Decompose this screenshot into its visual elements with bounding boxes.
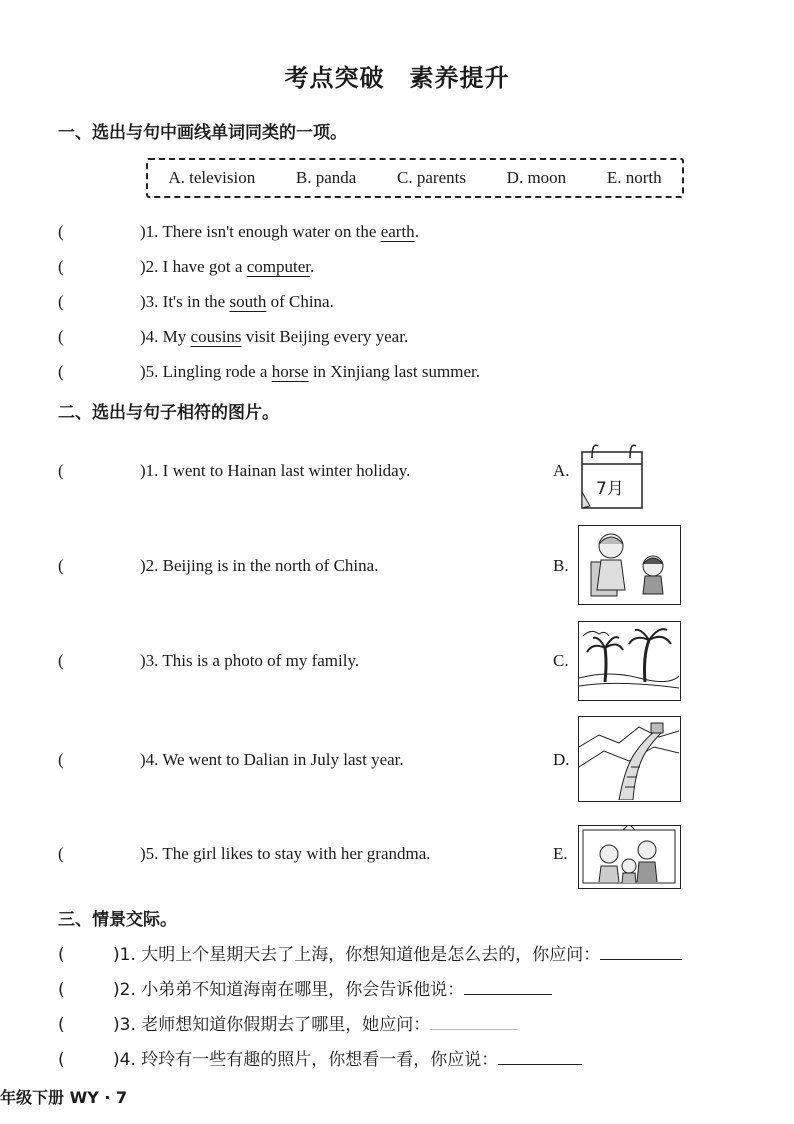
fill-in-line[interactable] [600,941,682,960]
option-b: B. panda [295,168,357,187]
question-text: )3. 老师想知道你假期去了哪里，她应问： [113,1015,431,1035]
picture-label-e: E. [553,844,568,863]
question-number: )4. [140,327,159,346]
question-number: )5. [140,362,159,381]
option-d: D. moon [506,168,567,187]
word-options-box [146,158,684,198]
underlined-word: south [229,292,267,311]
family-photo-picture [578,825,681,889]
answer-blank[interactable]: ( [58,556,64,575]
question-text: )2. Beijing is in the north of China. [140,556,379,575]
answer-blank[interactable]: ( [58,257,64,276]
picture-label-c: C. [553,651,569,670]
section-1-heading: 一、选出与句中画线单词同类的一项。 [58,123,347,143]
answer-blank[interactable]: ( [58,362,64,381]
question-text: )2. 小弟弟不知道海南在哪里，你会告诉他说： [113,980,465,1000]
fill-in-line[interactable] [498,1046,582,1065]
s2-question-4 [58,750,404,770]
calendar-month-text: 7月 [596,479,624,499]
question-text: in Xinjiang last summer. [308,362,480,381]
underlined-word: computer [246,257,310,276]
option-a: A. television [168,168,256,187]
question-text: )4. We went to Dalian in July last year. [140,750,404,769]
answer-blank[interactable]: ( [58,327,64,346]
s2-question-3 [58,651,359,671]
answer-blank[interactable]: ( [58,750,64,769]
underlined-word: horse [271,362,309,381]
picture-label-d: D. [553,750,570,769]
answer-blank[interactable]: ( [58,945,65,965]
page-title: 考点突破 素养提升 [284,64,510,92]
page-footer: 年级下册 WY · 7 [0,1088,128,1107]
beach-palms-picture [578,621,681,701]
answer-blank[interactable]: ( [58,222,64,241]
picture-label-a: A. [553,461,570,480]
s3-question-4 [58,1045,582,1070]
question-text: It's in the [158,292,230,311]
great-wall-picture [578,716,681,802]
underlined-word: cousins [190,327,242,346]
grandma-girl-picture [578,525,681,605]
underlined-word: earth [380,222,415,241]
question-text: There isn't enough water on the [158,222,381,241]
s1-question-1 [58,222,419,242]
question-text: )1. I went to Hainan last winter holiday. [140,461,411,480]
answer-blank[interactable]: ( [58,651,64,670]
fill-in-line[interactable] [430,1011,518,1030]
picture-label-b: B. [553,556,569,575]
answer-blank[interactable]: ( [58,292,64,311]
question-text: visit Beijing every year. [241,327,409,346]
answer-blank[interactable]: ( [58,980,65,1000]
s1-question-2 [58,257,314,277]
calendar-picture [580,440,644,510]
question-text: My [158,327,191,346]
question-text: I have got a [158,257,247,276]
s3-question-1 [58,940,682,965]
question-text: . [309,257,315,276]
s2-question-5 [58,844,431,864]
s1-question-4 [58,327,408,347]
option-c: C. parents [397,168,466,187]
question-text: )4. 玲玲有一些有趣的照片，你想看一看，你应说： [113,1050,499,1070]
question-number: )3. [140,292,159,311]
s1-question-3 [58,292,334,312]
answer-blank[interactable]: ( [58,844,64,863]
fill-in-line[interactable] [464,976,552,995]
question-text: )1. 大明上个星期天去了上海，你想知道他是怎么去的，你应问： [113,945,601,965]
question-number: )1. [140,222,159,241]
s1-question-5 [58,362,480,382]
s2-question-2 [58,556,378,576]
s3-question-3 [58,1010,518,1035]
question-text: of China. [266,292,334,311]
question-text: . [414,222,419,241]
option-e: E. north [606,168,662,187]
answer-blank[interactable]: ( [58,1015,65,1035]
section-2-heading: 二、选出与句子相符的图片。 [58,403,279,423]
question-text: )3. This is a photo of my family. [140,651,360,670]
s3-question-2 [58,975,552,1000]
question-text: )5. The girl likes to stay with her grandma. [140,844,431,863]
answer-blank[interactable]: ( [58,1050,65,1070]
question-text: Lingling rode a [158,362,272,381]
answer-blank[interactable]: ( [58,461,64,480]
question-number: )2. [140,257,159,276]
section-3-heading: 三、情景交际。 [58,910,177,930]
s2-question-1 [58,461,410,481]
